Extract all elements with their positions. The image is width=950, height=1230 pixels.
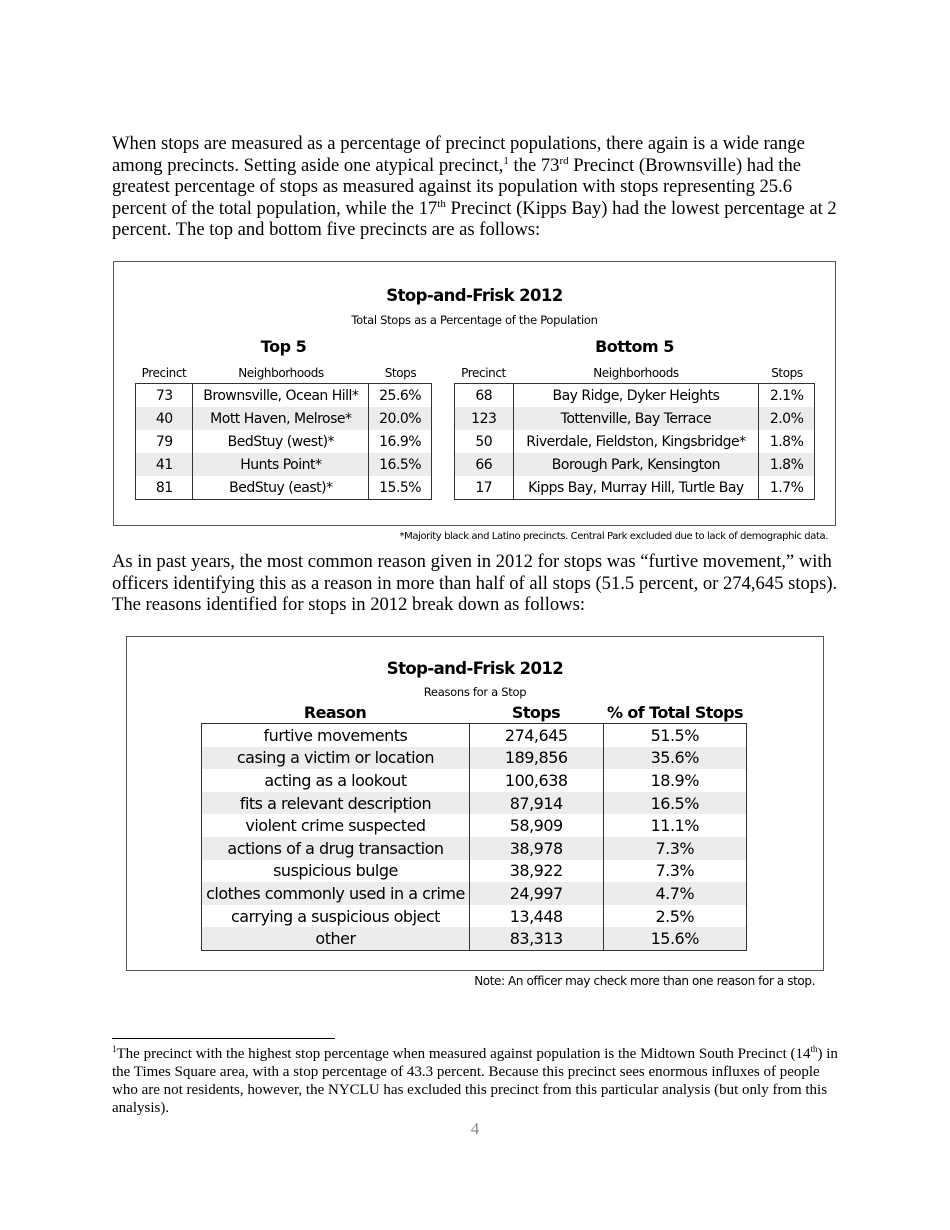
table-row bbox=[455, 476, 815, 500]
cell-reason: other bbox=[202, 927, 470, 950]
table-row bbox=[455, 430, 815, 453]
intro-text: Precinct (Brownsville) had the greatest percentage of stops as measured against its population with stops representing 25.6 percent of the total population, while the 17 bbox=[112, 154, 802, 219]
table-row bbox=[136, 384, 432, 408]
cell-reason: fits a relevant description bbox=[202, 792, 470, 815]
cell-neighborhood: BedStuy (east)* bbox=[193, 476, 369, 500]
cell-precinct: 81 bbox=[136, 476, 193, 500]
cell-neighborhood: Riverdale, Fieldston, Kingsbridge* bbox=[513, 430, 759, 453]
reasons-paragraph: As in past years, the most common reason given in 2012 for stops was “furtive movement,” with officers identifying this as a reason in more than half of all stops (51.5 percent, or 274,645 stops). The reasons identified for stops in 2012 break down as follows: bbox=[112, 551, 838, 616]
cell-reason: acting as a lookout bbox=[202, 769, 470, 792]
cell-stops: 2.1% bbox=[759, 384, 815, 408]
ordinal-suffix: th bbox=[437, 197, 446, 210]
ordinal-suffix: rd bbox=[559, 154, 569, 167]
cell-pct: 2.5% bbox=[603, 905, 746, 928]
cell-stops: 87,914 bbox=[469, 792, 603, 815]
table-row bbox=[136, 453, 432, 476]
table-row bbox=[202, 814, 747, 837]
cell-stops: 1.8% bbox=[759, 453, 815, 476]
figure-title: Stop-and-Frisk 2012 bbox=[386, 659, 564, 678]
figure-subtitle: Total Stops as a Percentage of the Population bbox=[351, 313, 598, 327]
cell-stops: 24,997 bbox=[469, 882, 603, 905]
table-row bbox=[202, 927, 747, 950]
figure-footnote: *Majority black and Latino precincts. Central Park excluded due to lack of demographic data. bbox=[399, 531, 828, 542]
table-row bbox=[455, 384, 815, 408]
cell-stops: 1.8% bbox=[759, 430, 815, 453]
table-row bbox=[136, 407, 432, 430]
col-neighborhoods: Neighborhoods bbox=[238, 366, 324, 380]
cell-pct: 11.1% bbox=[603, 814, 746, 837]
col-precinct: Precinct bbox=[141, 366, 187, 380]
cell-pct: 4.7% bbox=[603, 882, 746, 905]
cell-pct: 7.3% bbox=[603, 837, 746, 860]
cell-pct: 7.3% bbox=[603, 860, 746, 883]
cell-stops: 25.6% bbox=[369, 384, 432, 408]
table-row bbox=[136, 430, 432, 453]
cell-stops: 38,978 bbox=[469, 837, 603, 860]
cell-neighborhood: BedStuy (west)* bbox=[193, 430, 369, 453]
cell-precinct: 40 bbox=[136, 407, 193, 430]
cell-neighborhood: Bay Ridge, Dyker Heights bbox=[513, 384, 759, 408]
cell-pct: 18.9% bbox=[603, 769, 746, 792]
cell-precinct: 50 bbox=[455, 430, 514, 453]
cell-precinct: 123 bbox=[455, 407, 514, 430]
table-row bbox=[202, 860, 747, 883]
cell-reason: casing a victim or location bbox=[202, 747, 470, 770]
cell-stops: 189,856 bbox=[469, 747, 603, 770]
cell-stops: 100,638 bbox=[469, 769, 603, 792]
cell-reason: suspicious bulge bbox=[202, 860, 470, 883]
table-row bbox=[202, 905, 747, 928]
cell-neighborhood: Tottenville, Bay Terrace bbox=[513, 407, 759, 430]
cell-stops: 16.5% bbox=[369, 453, 432, 476]
top5-table bbox=[135, 383, 432, 500]
cell-neighborhood: Kipps Bay, Murray Hill, Turtle Bay bbox=[513, 476, 759, 500]
figure-subtitle: Reasons for a Stop bbox=[423, 685, 527, 699]
page-footnote bbox=[112, 1045, 840, 1117]
figure-note: Note: An officer may check more than one reason for a stop. bbox=[474, 974, 815, 988]
footnote-marker: 1 bbox=[112, 1044, 117, 1054]
cell-stops: 15.5% bbox=[369, 476, 432, 500]
figure-stop-reasons bbox=[126, 636, 824, 971]
bottom5-title: Bottom 5 bbox=[595, 337, 674, 356]
table-row bbox=[455, 453, 815, 476]
cell-pct: 35.6% bbox=[603, 747, 746, 770]
col-stops: Stops bbox=[384, 366, 417, 380]
cell-reason: clothes commonly used in a crime bbox=[202, 882, 470, 905]
table-row bbox=[202, 769, 747, 792]
top5-title: Top 5 bbox=[260, 337, 307, 356]
figure-title: Stop-and-Frisk 2012 bbox=[386, 286, 563, 305]
intro-text: Precinct (Kipps Bay) had the lowest percentage at 2 percent. The top and bottom five precincts are as follows: bbox=[112, 197, 837, 241]
cell-precinct: 73 bbox=[136, 384, 193, 408]
cell-stops: 38,922 bbox=[469, 860, 603, 883]
cell-stops: 13,448 bbox=[469, 905, 603, 928]
page-number: 4 bbox=[470, 1119, 480, 1138]
ordinal-suffix: th bbox=[810, 1044, 818, 1054]
cell-stops: 83,313 bbox=[469, 927, 603, 950]
table-row bbox=[136, 476, 432, 500]
intro-paragraph bbox=[112, 133, 840, 241]
cell-pct: 51.5% bbox=[603, 724, 746, 747]
reasons-table bbox=[201, 723, 747, 951]
cell-stops: 274,645 bbox=[469, 724, 603, 747]
cell-stops: 1.7% bbox=[759, 476, 815, 500]
cell-reason: furtive movements bbox=[202, 724, 470, 747]
cell-stops: 2.0% bbox=[759, 407, 815, 430]
cell-precinct: 17 bbox=[455, 476, 514, 500]
bottom5-table bbox=[454, 383, 815, 500]
cell-reason: violent crime suspected bbox=[202, 814, 470, 837]
col-reason: Reason bbox=[303, 703, 367, 722]
table-row bbox=[202, 837, 747, 860]
col-stops: Stops bbox=[511, 703, 561, 722]
cell-precinct: 68 bbox=[455, 384, 514, 408]
col-pct: % of Total Stops bbox=[607, 703, 743, 722]
cell-precinct: 41 bbox=[136, 453, 193, 476]
table-row bbox=[202, 724, 747, 747]
cell-neighborhood: Borough Park, Kensington bbox=[513, 453, 759, 476]
footnote-text: The precinct with the highest stop percentage when measured against population is the Midtown South Precinct (14 bbox=[116, 1046, 811, 1062]
table-row bbox=[202, 747, 747, 770]
cell-precinct: 79 bbox=[136, 430, 193, 453]
table-row bbox=[455, 407, 815, 430]
figure-precinct-percentages bbox=[113, 261, 836, 526]
cell-reason: carrying a suspicious object bbox=[202, 905, 470, 928]
col-stops: Stops bbox=[771, 366, 803, 380]
cell-precinct: 66 bbox=[455, 453, 514, 476]
cell-neighborhood: Brownsville, Ocean Hill* bbox=[193, 384, 369, 408]
cell-pct: 15.6% bbox=[603, 927, 746, 950]
table-row bbox=[202, 882, 747, 905]
cell-stops: 20.0% bbox=[369, 407, 432, 430]
cell-stops: 58,909 bbox=[469, 814, 603, 837]
intro-text: the 73 bbox=[508, 154, 560, 176]
footnote-divider bbox=[112, 1038, 335, 1039]
col-neighborhoods: Neighborhoods bbox=[593, 366, 679, 380]
footnote-text: ) in the Times Square area, with a stop percentage of 43.3 percent. Because this precinct sees enormous influxes of people who are not residents, however, the NYCLU has excluded this precinct from this particular analysis (but only from this analysis). bbox=[112, 1046, 838, 1116]
intro-text: When stops are measured as a percentage of precinct populations, there again is a wide range among precincts. Setting aside one atypical precinct, bbox=[112, 133, 805, 176]
col-precinct: Precinct bbox=[461, 366, 506, 380]
cell-pct: 16.5% bbox=[603, 792, 746, 815]
footnote-ref[interactable]: 1 bbox=[503, 154, 509, 167]
cell-neighborhood: Hunts Point* bbox=[193, 453, 369, 476]
cell-neighborhood: Mott Haven, Melrose* bbox=[193, 407, 369, 430]
table-row bbox=[202, 792, 747, 815]
cell-stops: 16.9% bbox=[369, 430, 432, 453]
cell-reason: actions of a drug transaction bbox=[202, 837, 470, 860]
